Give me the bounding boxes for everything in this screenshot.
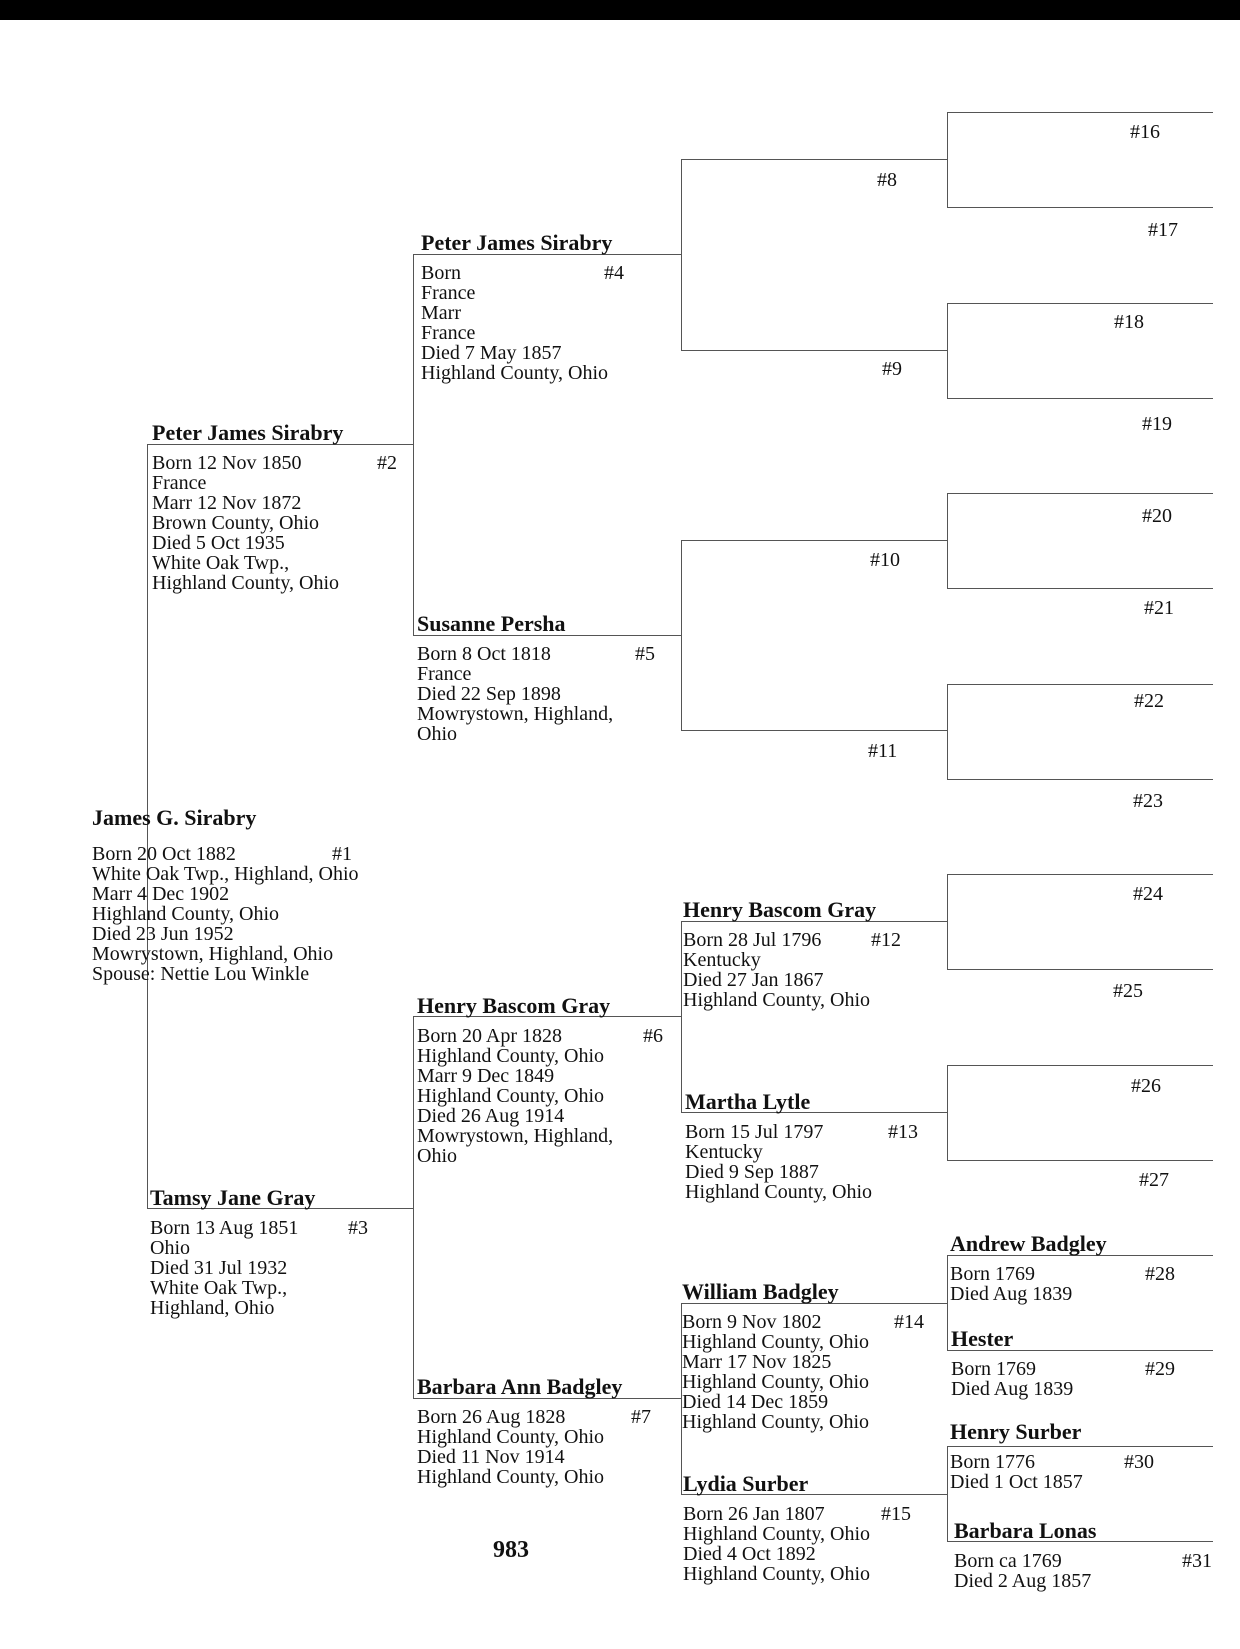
connector xyxy=(947,684,1213,685)
person-14 xyxy=(682,1280,924,1432)
born-line: Born 20 Oct 1882 xyxy=(92,843,236,865)
connector xyxy=(947,588,1213,589)
connector xyxy=(947,1255,948,1350)
person-number: #1 xyxy=(332,843,352,865)
person-number: #6 xyxy=(643,1025,663,1047)
ancestor-number-16: #16 xyxy=(1130,121,1160,143)
ancestor-number-27: #27 xyxy=(1139,1169,1169,1191)
ancestor-number-20: #20 xyxy=(1142,505,1172,527)
connector xyxy=(947,684,948,779)
info-line: White Oak Twp., Highland, Ohio xyxy=(92,863,359,885)
info-line: Mowrystown, Highland, Ohio xyxy=(92,943,334,965)
ancestor-number-22: #22 xyxy=(1134,690,1164,712)
info-line: Highland County, Ohio xyxy=(683,989,871,1011)
info-line: Highland County, Ohio xyxy=(685,1181,873,1203)
info-line: Died 14 Dec 1859 xyxy=(682,1391,829,1413)
info-line: Highland County, Ohio xyxy=(682,1371,870,1393)
person-number: #2 xyxy=(377,452,397,474)
info-line: Died 7 May 1857 xyxy=(421,342,562,364)
born-line: Born 20 Apr 1828 xyxy=(417,1025,562,1047)
info-line: Marr xyxy=(421,302,461,324)
ancestor-number-24: #24 xyxy=(1133,883,1163,905)
info-line: Died 1 Oct 1857 xyxy=(950,1471,1083,1493)
person-7 xyxy=(417,1375,651,1487)
person-15 xyxy=(683,1472,911,1584)
top-border xyxy=(0,0,1240,20)
connector xyxy=(947,1446,948,1541)
person-number: #28 xyxy=(1145,1263,1175,1285)
connector xyxy=(947,874,1213,875)
connector xyxy=(947,112,1213,113)
info-line: France xyxy=(417,663,472,685)
person-number: #5 xyxy=(635,643,655,665)
born-line: Born 28 Jul 1796 xyxy=(683,929,822,951)
person-5 xyxy=(417,612,655,744)
born-line: Born ca 1769 xyxy=(954,1550,1062,1572)
person-name: William Badgley xyxy=(682,1279,839,1304)
ancestor-number-8: #8 xyxy=(877,169,897,191)
ancestor-number-18: #18 xyxy=(1114,311,1144,333)
connector xyxy=(947,779,1213,780)
connector xyxy=(947,398,1213,399)
person-28 xyxy=(950,1232,1175,1304)
info-line: Marr 12 Nov 1872 xyxy=(152,492,302,514)
person-name: Andrew Badgley xyxy=(950,1231,1107,1256)
info-line: Marr 4 Dec 1902 xyxy=(92,883,230,905)
info-line: Died Aug 1839 xyxy=(950,1283,1073,1305)
info-line: Marr 17 Nov 1825 xyxy=(682,1351,832,1373)
info-line: Died 5 Oct 1935 xyxy=(152,532,285,554)
info-line: Died 9 Sep 1887 xyxy=(685,1161,819,1183)
info-line: White Oak Twp., xyxy=(150,1277,288,1299)
person-number: #13 xyxy=(888,1121,918,1143)
info-line: France xyxy=(421,282,476,304)
connector xyxy=(413,1016,414,1398)
person-29 xyxy=(951,1327,1175,1399)
born-line: Born 1776 xyxy=(950,1451,1035,1473)
connector xyxy=(947,207,1213,208)
person-name: Peter James Sirabry xyxy=(152,420,344,445)
info-line: Ohio xyxy=(150,1237,190,1259)
connector xyxy=(413,254,414,635)
person-1 xyxy=(92,806,412,984)
info-line: France xyxy=(421,322,476,344)
ancestor-number-11: #11 xyxy=(868,740,898,762)
info-line: Highland County, Ohio xyxy=(682,1411,870,1433)
person-name: Henry Bascom Gray xyxy=(417,993,611,1018)
connector xyxy=(681,730,947,731)
info-line: Highland County, Ohio xyxy=(417,1045,605,1067)
person-name: Henry Bascom Gray xyxy=(683,897,877,922)
person-name: Hester xyxy=(951,1326,1014,1351)
info-line: Highland, Ohio xyxy=(150,1297,275,1319)
person-12 xyxy=(683,898,901,1010)
info-line: Mowrystown, Highland, xyxy=(417,1125,614,1147)
info-line: Spouse: Nettie Lou Winkle xyxy=(92,963,310,985)
info-line: Died 23 Jun 1952 xyxy=(92,923,234,945)
born-line: Born 1769 xyxy=(950,1263,1035,1285)
info-line: Marr 9 Dec 1849 xyxy=(417,1065,555,1087)
ancestor-number-23: #23 xyxy=(1133,790,1163,812)
ancestor-number-21: #21 xyxy=(1144,597,1174,619)
connector xyxy=(947,969,1213,970)
person-number: #15 xyxy=(881,1503,911,1525)
born-line: Born 1769 xyxy=(951,1358,1036,1380)
person-name: Martha Lytle xyxy=(685,1089,811,1114)
info-line: Died 22 Sep 1898 xyxy=(417,683,561,705)
person-number: #7 xyxy=(631,1406,651,1428)
info-line: Kentucky xyxy=(683,949,761,971)
info-line: Brown County, Ohio xyxy=(152,512,320,534)
person-13 xyxy=(685,1090,918,1202)
connector xyxy=(947,493,948,588)
born-line: Born xyxy=(421,262,461,284)
info-line: Highland County, Ohio xyxy=(683,1563,871,1585)
connector xyxy=(681,540,682,730)
person-number: #29 xyxy=(1145,1358,1175,1380)
person-name: Henry Surber xyxy=(950,1419,1082,1444)
info-line: Mowrystown, Highland, xyxy=(417,703,614,725)
person-4 xyxy=(421,231,624,383)
person-name: Susanne Persha xyxy=(417,611,566,636)
info-line: Highland County, Ohio xyxy=(417,1085,605,1107)
person-name: Peter James Sirabry xyxy=(421,230,613,255)
born-line: Born 8 Oct 1818 xyxy=(417,643,551,665)
ancestor-number-26: #26 xyxy=(1131,1075,1161,1097)
born-line: Born 15 Jul 1797 xyxy=(685,1121,824,1143)
info-line: Kentucky xyxy=(685,1141,763,1163)
person-name: Tamsy Jane Gray xyxy=(150,1185,316,1210)
person-6 xyxy=(417,994,663,1166)
info-line: Highland County, Ohio xyxy=(417,1466,605,1488)
born-line: Born 12 Nov 1850 xyxy=(152,452,302,474)
person-31 xyxy=(954,1519,1212,1591)
person-number: #12 xyxy=(871,929,901,951)
born-line: Born 26 Jan 1807 xyxy=(683,1503,825,1525)
born-line: Born 13 Aug 1851 xyxy=(150,1217,299,1239)
person-name: Lydia Surber xyxy=(683,1471,809,1496)
ancestor-number-10: #10 xyxy=(870,549,900,571)
connector xyxy=(681,350,947,351)
person-number: #4 xyxy=(604,262,624,284)
info-line: Died 4 Oct 1892 xyxy=(683,1543,816,1565)
info-line: Highland County, Ohio xyxy=(421,362,609,384)
person-name: Barbara Lonas xyxy=(954,1518,1097,1543)
connector xyxy=(947,1065,948,1160)
connector xyxy=(947,1065,1213,1066)
person-number: #3 xyxy=(348,1217,368,1239)
person-30 xyxy=(950,1420,1154,1492)
person-number: #30 xyxy=(1124,1451,1154,1473)
info-line: Died 27 Jan 1867 xyxy=(683,969,824,991)
info-line: Died Aug 1839 xyxy=(951,1378,1074,1400)
info-line: Highland County, Ohio xyxy=(683,1523,871,1545)
info-line: White Oak Twp., xyxy=(152,552,290,574)
info-line: Died 2 Aug 1857 xyxy=(954,1570,1092,1592)
connector xyxy=(947,493,1213,494)
person-number: #14 xyxy=(894,1311,924,1333)
info-line: Died 11 Nov 1914 xyxy=(417,1446,565,1468)
info-line: Highland County, Ohio xyxy=(682,1331,870,1353)
connector xyxy=(681,540,947,541)
connector xyxy=(947,1160,1213,1161)
page-number: 983 xyxy=(493,1537,529,1563)
person-number: #31 xyxy=(1182,1550,1212,1572)
info-line: France xyxy=(152,472,207,494)
connector xyxy=(681,159,947,160)
info-line: Highland County, Ohio xyxy=(152,572,340,594)
connector xyxy=(947,874,948,969)
ancestor-number-17: #17 xyxy=(1148,219,1178,241)
ancestor-number-25: #25 xyxy=(1113,980,1143,1002)
ancestor-number-19: #19 xyxy=(1142,413,1172,435)
born-line: Born 26 Aug 1828 xyxy=(417,1406,566,1428)
connector xyxy=(681,159,682,350)
ancestor-number-9: #9 xyxy=(882,358,902,380)
connector xyxy=(947,112,948,207)
person-name: James G. Sirabry xyxy=(92,805,257,830)
connector xyxy=(947,303,948,398)
person-2 xyxy=(152,421,397,593)
info-line: Died 31 Jul 1932 xyxy=(150,1257,288,1279)
info-line: Died 26 Aug 1914 xyxy=(417,1105,565,1127)
info-line: Highland County, Ohio xyxy=(417,1426,605,1448)
info-line: Ohio xyxy=(417,1145,457,1167)
person-name: Barbara Ann Badgley xyxy=(417,1374,623,1399)
person-3 xyxy=(150,1186,368,1318)
born-line: Born 9 Nov 1802 xyxy=(682,1311,822,1333)
info-line: Highland County, Ohio xyxy=(92,903,280,925)
connector xyxy=(947,303,1213,304)
info-line: Ohio xyxy=(417,723,457,745)
connector xyxy=(681,921,682,1112)
